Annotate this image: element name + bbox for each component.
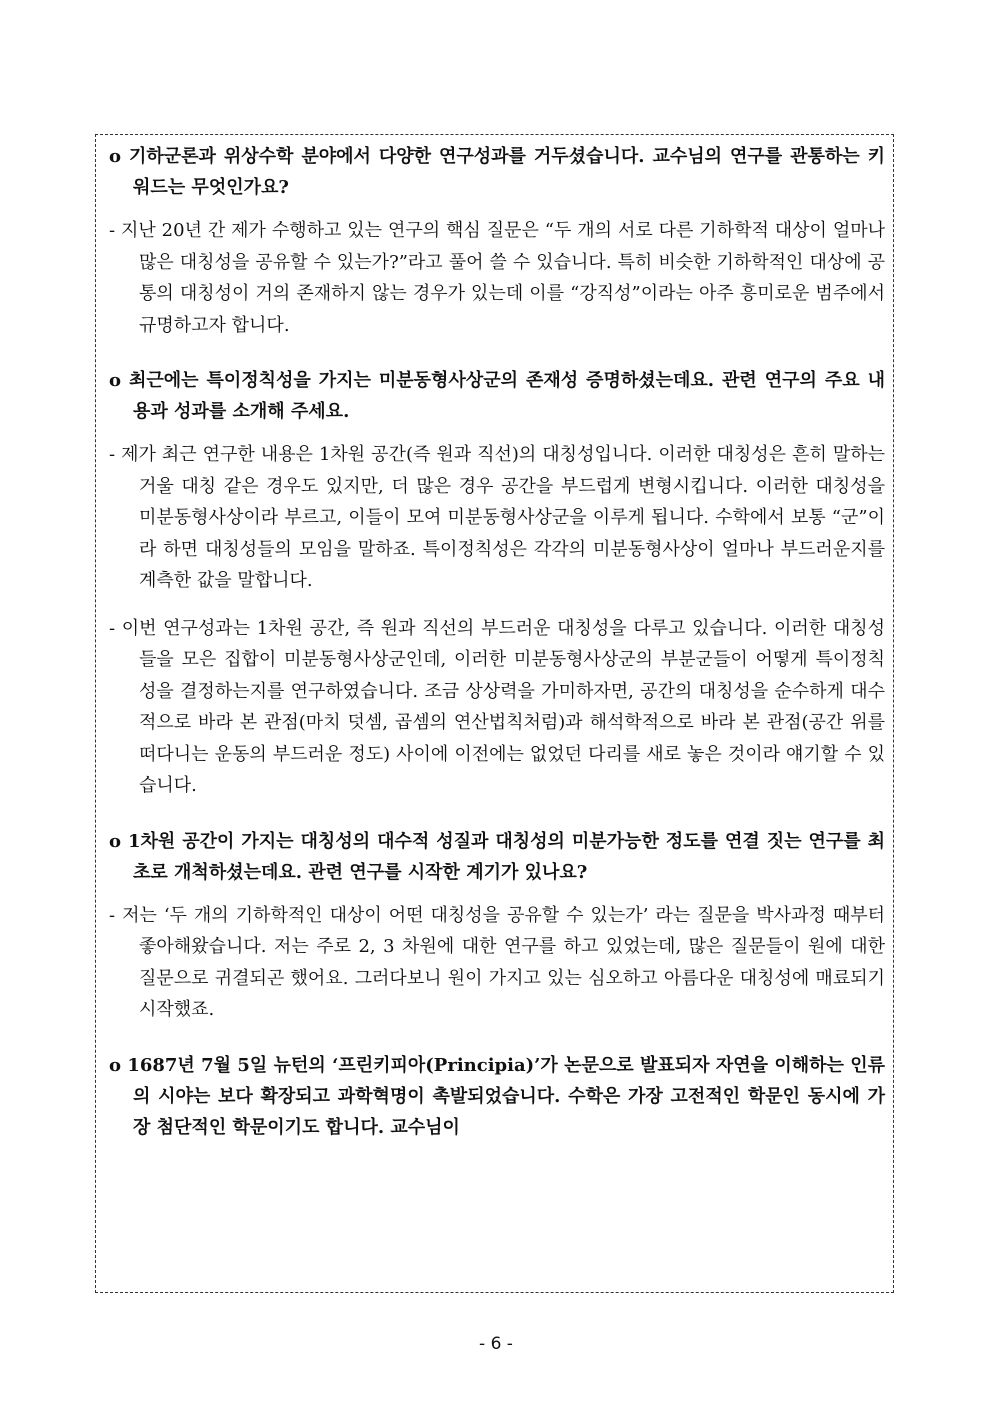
interview-box — [95, 134, 894, 1293]
answer-1: - 지난 20년 간 제가 수행하고 있는 연구의 핵심 질문은 “두 개의 서로 다른 기하학적 대상이 얼마나 많은 대칭성을 공유할 수 있는가?”라고 풀어 쓸 수 있습니다. 특히 비슷한 기하학적인 대상에 공통의 대칭성이 거의 존재하지 않는 경우가 있는데 이를 “강직성”이라는 아주 흥미로운 범주에서 규명하고자 합니다. — [109, 220, 885, 336]
interview-content — [109, 141, 885, 1143]
answer-2b: - 이번 연구성과는 1차원 공간, 즉 원과 직선의 부드러운 대칭성을 다루고 있습니다. 이러한 대칭성들을 모은 집합이 미분동형사상군인데, 이러한 미분동형사상군의 부분군들이 어떻게 특이정칙성을 결정하는지를 연구하였습니다. 조금 상상력을 가미하자면, 공간의 대칭성을 순수하게 대수적으로 바라 본 관점(마치 덧셈, 곱셈의 연산법칙처럼)과 해석학적으로 바라 본 관점(공간 위를 떠다니는 운동의 부드러운 정도) 사이에 이전에는 없었던 다리를 새로 놓은 것이라 얘기할 수 있습니다. — [109, 617, 885, 796]
question-2: o 최근에는 특이정칙성을 가지는 미분동형사상군의 존재성 증명하셨는데요. 관련 연구의 주요 내용과 성과를 소개해 주세요. — [109, 370, 885, 422]
question-1: o 기하군론과 위상수학 분야에서 다양한 연구성과를 거두셨습니다. 교수님의 연구를 관통하는 키워드는 무엇인가요? — [109, 146, 885, 198]
answer-3: - 저는 ‘두 개의 기하학적인 대상이 어떤 대칭성을 공유할 수 있는가’ 라는 질문을 박사과정 때부터 좋아해왔습니다. 저는 주로 2, 3 차원에 대한 연구를 하고 있었는데, 많은 질문들이 원에 대한 질문으로 귀결되곤 했어요. 그러다보니 원이 가지고 있는 심오하고 아름다운 대칭성에 매료되기 시작했죠. — [109, 904, 885, 1020]
page-number: - 6 - — [479, 1334, 513, 1354]
question-4: o 1687년 7월 5일 뉴턴의 ‘프린키피아(Principia)’가 논문으로 발표되자 자연을 이해하는 인류의 시야는 보다 확장되고 과학혁명이 촉발되었습니다. 수학은 가장 고전적인 학문인 동시에 가장 첨단적인 학문이기도 합니다. 교수님이 — [109, 1054, 885, 1138]
answer-2a: - 제가 최근 연구한 내용은 1차원 공간(즉 원과 직선)의 대칭성입니다. 이러한 대칭성은 흔히 말하는 거울 대칭 같은 경우도 있지만, 더 많은 경우 공간을 부드럽게 변형시킵니다. 이러한 대칭성을 미분동형사상이라 부르고, 이들이 모여 미분동형사상군을 이루게 됩니다. 수학에서 보통 “군”이라 하면 대칭성들의 모임을 말하죠. 특이정칙성은 각각의 미분동형사상이 얼마나 부드러운지를 계측한 값을 말합니다. — [109, 444, 885, 591]
question-3: o 1차원 공간이 가지는 대칭성의 대수적 성질과 대칭성의 미분가능한 정도를 연결 짓는 연구를 최초로 개척하셨는데요. 관련 연구를 시작한 계기가 있나요? — [109, 830, 885, 883]
